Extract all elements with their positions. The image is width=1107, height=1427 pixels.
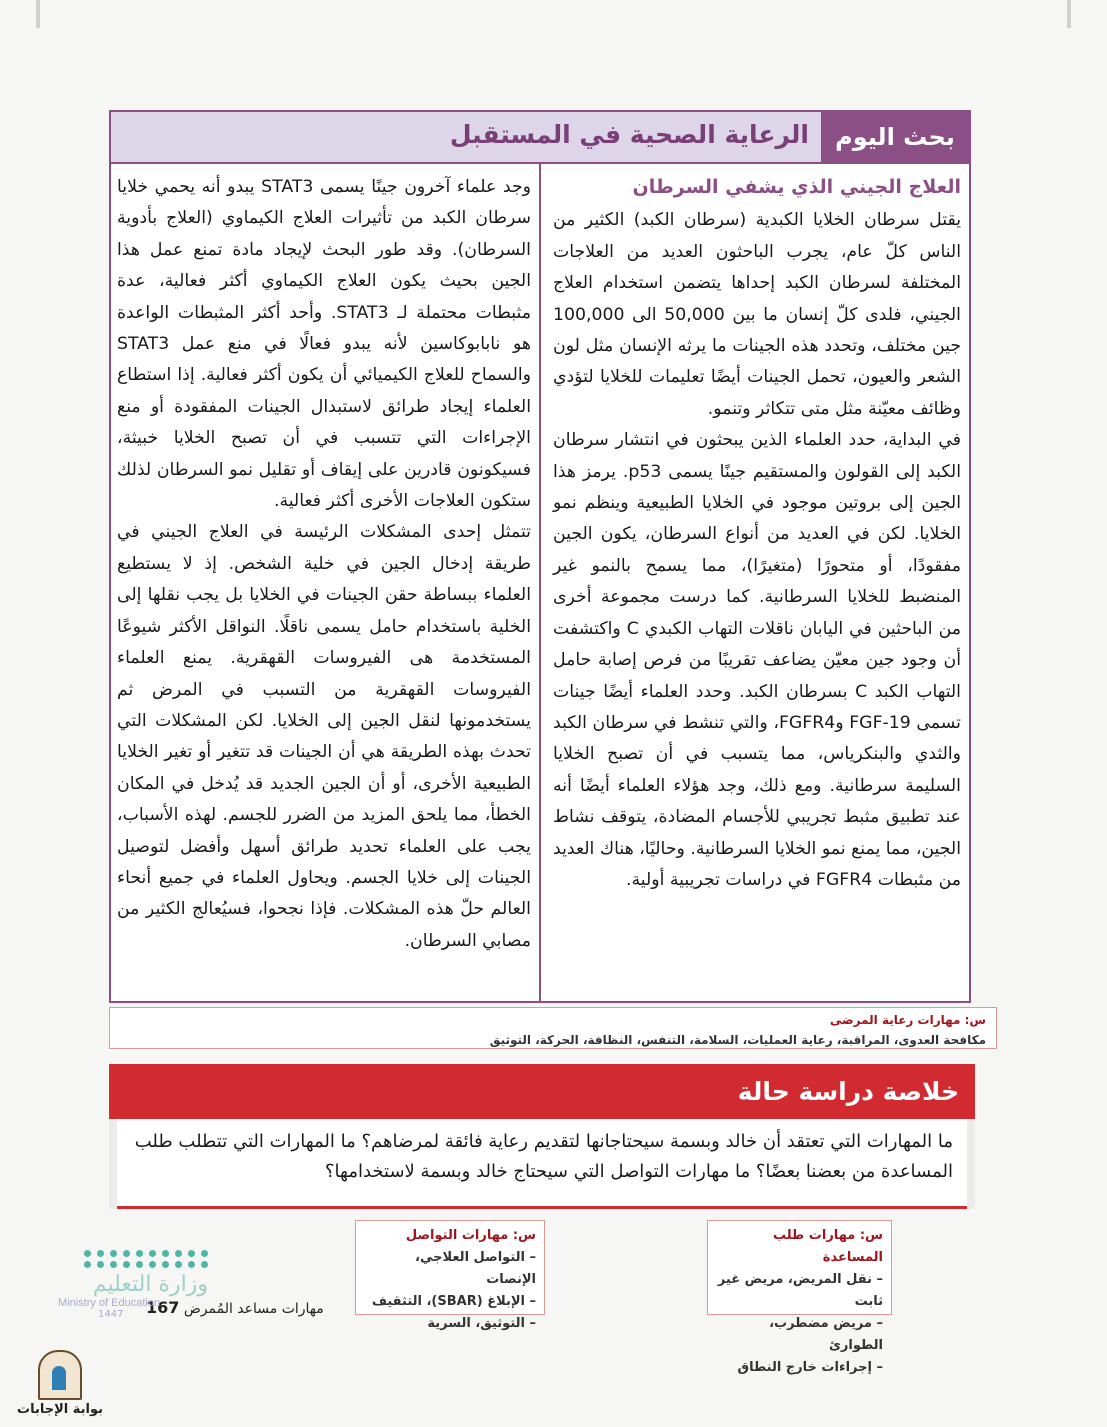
note-item: – التوثيق، السرية <box>427 1316 536 1331</box>
paragraph: في البداية، حدد العلماء الذين يبحثون في انتشار سرطان الكبد إلى القولون والمستقيم جينًا يسمى p53. يرمز هذا الجين إلى بروتين موجود في الخلايا الطبيعية وينظم نمو الخلايا. لكن في العديد من أنواع السرطان، يكون الجين مفقودًا، أو متحورًا (متغيرًا)، مما يسمح بالنمو غير المنضبط للخلايا السرطانية. كما درست مجموعة أخرى من الباحثين في اليابان ناقلات التهاب الكبدي C واكتشفت أن وجود جين معيّن يضاعف تقريبًا من فرص إصابة حامل التهاب الكبد C بسرطان الكبد. وحدد العلماء أيضًا جينات تسمى FGF-19 وFGFR4، والتي تنشط في سرطان الكبد والثدي والبنكرياس، مما يتسبب في أن تصبح الخلايا السليمة سرطانية. ومع ذلك، وجد هؤلاء العلماء أيضًا أنه عند تطبيق مثبط تجريبي للأجسام المضادة، يتوقف نشاط الجين، مما يمنع نمو الخلايا السرطانية. وحاليًا، هناك العديد من مثبطات FGFR4 في دراسات تجريبية أولية. <box>553 430 962 890</box>
note-question: س: مهارات طلب المساعدة <box>772 1228 883 1265</box>
note-item: – مريض مضطرب، الطوارئ <box>769 1316 883 1353</box>
ministry-name-ar: وزارة التعليم <box>92 1272 208 1297</box>
research-title: الرعاية الصحية في المستقبل <box>449 120 809 149</box>
answer-note-help-skills <box>707 1220 892 1375</box>
page-edge-mark <box>36 0 40 28</box>
paragraph: وجد علماء آخرون جينًا يسمى STAT3 يبدو أنه يحمي خلايا سرطان الكبد من تأثيرات العلاج الكيماوي (العلاج بأدوية السرطان). وقد طور البحث لإيجاد مادة تمنع عمل هذا الجين بحيث يكون العلاج الكيماوي أكثر فعالية، عدة مثبطات محتملة لـ STAT3. وأحد أكثر المثبطات الواعدة هو نابابوكاسين لأنه يبدو فعالًا في منع عمل STAT3 والسماح للعلاج الكيميائي أن يكون أكثر فعالية. إذا استطاع العلماء إيجاد طرائق لاستبدال الجينات المفقودة أو منع الإجراءات التي تتسبب في أن تصبح الخلايا خبيثة، فسيكونون قادرين على إيقاف أو تقليل نمو السرطان لذلك ستكون العلاجات الأخرى أكثر فعالية. <box>117 177 531 512</box>
answer-note-care-skills <box>109 1007 997 1049</box>
gate-icon <box>38 1350 82 1400</box>
note-question: س: مهارات رعاية المرضى <box>829 1013 986 1027</box>
note-question: س: مهارات التواصل <box>405 1228 536 1243</box>
note-item: – إجراءات خارج النطاق <box>737 1360 883 1375</box>
paragraph: تتمثل إحدى المشكلات الرئيسة في العلاج الجيني في طريقة إدخال الجين في خلية الشخص. إذ لا يستطيع العلماء ببساطة حقن الجينات في الخلايا بل يجب نقلها إلى الخلية باستخدام حامل يسمى ناقلًا. النواقل الأكثر شيوعًا المستخدمة هى الفيروسات القهقرية. يمنع العلماء الفيروسات القهقرية من التسبب في المرض ثم يستخدمونها لنقل الجين إلى الخلايا. لكن المشكلات التي تحدث بهذه الطريقة هي أن الجينات قد تتغير أو تغير الخلايا الطبيعية الأخرى، أو أن الجين الجديد قد يُدخل في المكان الخطأ، مما يلحق المزيد من الضرر للجسم. لهذه الأسباب، يجب على العلماء تحديد طرائق أسهل وأفضل لتوصيل الجينات إلى خلايا الجسم. ويحاول العلماء في جميع أنحاء العالم حلّ هذه المشكلات. فإذا نجحوا، فسيُعالج الكثير من مصابي السرطان. <box>117 522 531 951</box>
case-study-title: خلاصة دراسة حالة <box>109 1064 975 1119</box>
right-column <box>553 172 961 896</box>
ministry-name-en: Ministry of Education <box>58 1297 161 1309</box>
note-item: – التواصل العلاجي، الإنصات <box>415 1250 536 1287</box>
case-study-text: ما المهارات التي تعتقد أن خالد وبسمة سيحتاجانها لتقديم رعاية فائقة لمرضاهم؟ ما المهارات التي تتطلب طلب المساعدة من بعضنا بعضًا؟ ما مهارات التواصل التي سيحتاج خالد وبسمة لاستخدامها؟ <box>117 1119 967 1209</box>
research-box <box>109 110 971 1003</box>
note-list <box>716 1269 883 1379</box>
page-edge-mark <box>1067 0 1071 28</box>
column-divider <box>539 164 541 1001</box>
ministry-year: 1447 <box>98 1309 124 1320</box>
left-column <box>117 172 531 957</box>
section-subtitle: العلاج الجيني الذي يشفي السرطان <box>632 176 961 198</box>
page-number: 167 <box>146 1298 180 1317</box>
answer-note-communication-skills <box>355 1220 545 1331</box>
case-study-summary <box>109 1064 975 1209</box>
watermark-logo <box>4 1350 116 1417</box>
book-title: مهارات مساعد المُمرض <box>183 1301 324 1317</box>
research-label: بحث اليوم <box>821 112 969 162</box>
ministry-logo <box>58 1250 208 1320</box>
note-item: – نقل المريض، مريض غير ثابت <box>717 1272 883 1309</box>
paragraph: يقتل سرطان الخلايا الكبدية (سرطان الكبد) الكثير من الناس كلّ عام، يجرب الباحثون العديد من العلاجات المختلفة لسرطان الكبد إحداها يتضمن استخدام العلاج الجيني، فلدى كلّ إنسان ما بين 50,000 الى 100,000 جين مختلف، وتحدد هذه الجينات ما يرثه الإنسان مثل لون الشعر والعيون، تحمل الجينات أيضًا تعليمات للخلايا لتؤدي وظائف معيّنة مثل متى تتكاثر وتنمو. <box>553 210 961 419</box>
note-item: – الإبلاغ (SBAR)، التثقيف <box>371 1294 536 1309</box>
research-header <box>111 112 969 164</box>
watermark-label: بوابة الإجابات <box>17 1402 103 1417</box>
note-list <box>364 1247 536 1335</box>
note-answer: مكافحة العدوى، المراقبة، رعاية العمليات، السلامة، التنفس، النظافة، الحركة، التوثيق <box>489 1033 986 1047</box>
ministry-dots-icon <box>58 1250 208 1268</box>
